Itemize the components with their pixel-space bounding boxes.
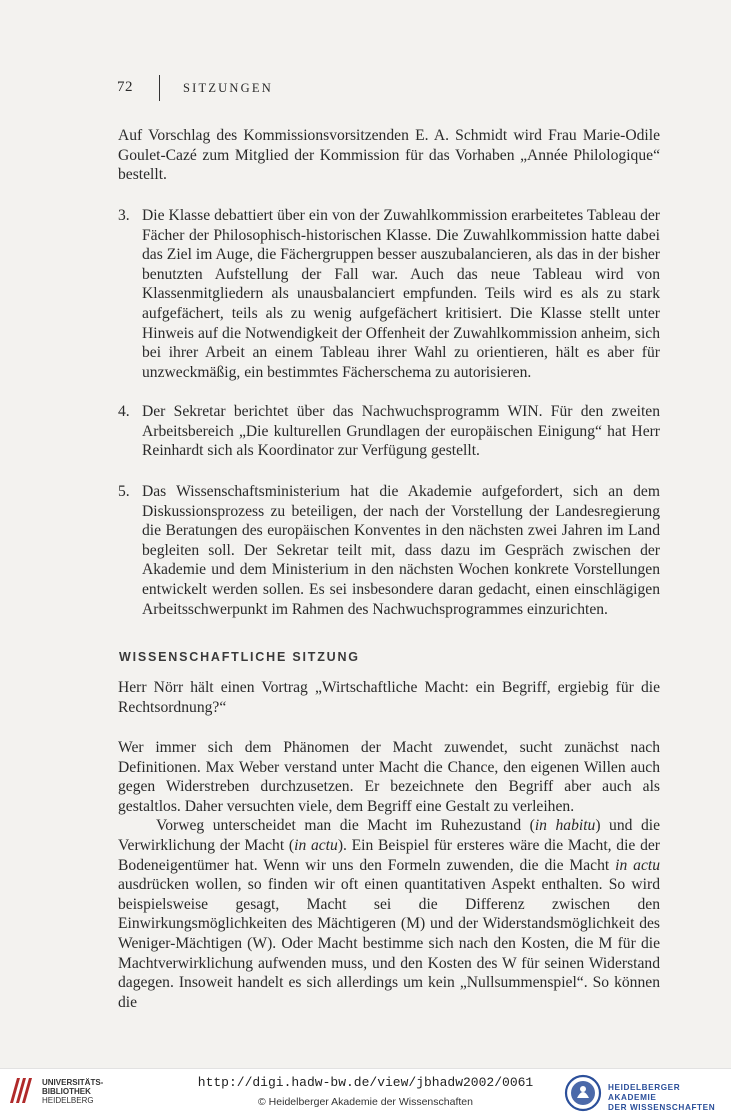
list-item — [118, 206, 660, 382]
lecture-paragraph-2 — [118, 816, 660, 1012]
header-divider — [159, 75, 160, 101]
item-number: 5. — [118, 483, 130, 500]
text-run: ausdrücken wollen, so finden wir oft einen quantitativen Aspekt enthalten. So wird beispielsweise gesagt, Macht sei die Differenz zwischen den Einwirkungsmöglichkeiten des Mächtigeren (M) und der Widerstandsmöglichkeit des Weniger-Mächtigen (W). Oder Macht bestimme sich nach den Kosten, die M für die Machtverwirklichung aufwenden muss, und den Kosten des W für seinen Widerstand dagegen. Insoweit handelt es sich allerdings um kein „Nullsummenspiel“. So können die — [118, 876, 660, 1011]
permalink-url[interactable]: http://digi.hadw-bw.de/view/jbhadw2002/0061 — [197, 1075, 534, 1090]
lecture-intro — [118, 678, 660, 717]
academy-line-2: DER WISSENSCHAFTEN — [608, 1103, 716, 1112]
italic-term: in actu — [615, 856, 660, 874]
library-line-3: HEIDELBERG — [42, 1096, 94, 1105]
viewer-footer — [0, 1068, 731, 1120]
intro-paragraph — [118, 126, 660, 185]
academy-line-1: HEIDELBERGER AKADEMIE — [608, 1083, 681, 1102]
text-run: ) und die Verwirklichung der Macht ( — [118, 817, 660, 854]
page-number: 72 — [117, 79, 133, 95]
copyright-notice: © Heidelberger Akademie der Wissenschaften — [258, 1096, 473, 1108]
academy-seal-icon — [564, 1074, 602, 1112]
library-line-2: BIBLIOTHEK — [42, 1087, 91, 1096]
text-run: Vorweg unterscheidet man die Macht im Ruhezustand ( — [156, 817, 535, 835]
text-run: ). Ein Beispiel für ersteres wäre die Macht, die der Bodeneigentümer hat. Wenn wir uns den Formeln zuwenden, die die Macht — [118, 836, 660, 874]
library-line-1: UNIVERSITÄTS- — [42, 1078, 104, 1087]
item-number: 3. — [118, 207, 130, 224]
item-text: Das Wissenschaftsministerium hat die Akademie aufgefordert, sich an dem Diskussionsprozess zu beteiligen, der nach der Vorstellung der Landesregierung die Beratungen des europäischen Konventes in den nächsten zwei Jahren im Land begleiten soll. Der Sekretar teilt mit, dass dazu im Gespräch zwischen der Akademie und dem Ministerium in den nächsten Wochen konkrete Vorstellungen entwickelt werden sollen. Es sei insbesondere daran gedacht, einen einschlägigen Arbeitsschwerpunkt im Rahmen des Nachwuchsprogrammes einzurichten. — [142, 483, 660, 618]
italic-term: in habitu — [534, 817, 596, 835]
item-text: Die Klasse debattiert über ein von der Zuwahlkommission erarbeitetes Tableau der Fächer der Philosophisch-historischen Klasse. Die Zuwahlkommission hatte dabei das Ziel im Auge, die Fächergruppen besser auszubalancieren, als das in der bisher benutzten Aufstellung der Fall war. Auch das neue Tableau wird von Klassenmitgliedern als unausbalanciert empfunden. Teils wird es als zu stark aufgefächert, teils als zu wenig aufgefächert kritisiert. Die Klasse stellt unter Hinweis auf die Notwendigkeit der Offenheit der Zuwahlkommission anheim, sich bei ihrer Arbeit an einem Tableau ihrer Wahl zu orientieren, hält es aber für unzweckmäßig, ein bestimmtes Fächerschema zu autorisieren. — [142, 207, 660, 381]
list-item — [118, 402, 660, 461]
intro-text: Auf Vorschlag des Kommissionsvorsitzenden E. A. Schmidt wird Frau Marie-Odile Goulet-Cazé zum Mitglied der Kommission für das Vorhaben „Année Philologique“ bestellt. — [118, 127, 660, 184]
running-title: SITZUNGEN — [183, 81, 273, 95]
list-item — [118, 482, 660, 619]
item-number: 4. — [118, 403, 130, 420]
lecture-intro-text: Herr Nörr hält einen Vortrag „Wirtschaftliche Macht: ein Begriff, ergiebig für die Rechtsordnung?“ — [118, 679, 660, 716]
lecture-paragraph-1: Wer immer sich dem Phänomen der Macht zuwendet, sucht zunächst nach Definitionen. Max Weber verstand unter Macht die Chance, den eigenen Willen auch gegen Widerstreben durchzusetzen. Er bezeichnete den Begriff aber auch als gestaltlos. Daher versuchten viele, dem Begriff eine Gestalt zu verleihen. — [118, 739, 660, 815]
italic-term: in actu — [294, 836, 338, 854]
item-text: Der Sekretar berichtet über das Nachwuchsprogramm WIN. Für den zweiten Arbeitsbereich „Die kulturellen Grundlagen der europäischen Einigung“ hat Herr Reinhardt sich als Koordinator zur Verfügung gestellt. — [142, 403, 660, 460]
lecture-body — [118, 738, 660, 1012]
section-heading: WISSENSCHAFTLICHE SITZUNG — [119, 650, 360, 664]
academy-name — [608, 1083, 731, 1113]
